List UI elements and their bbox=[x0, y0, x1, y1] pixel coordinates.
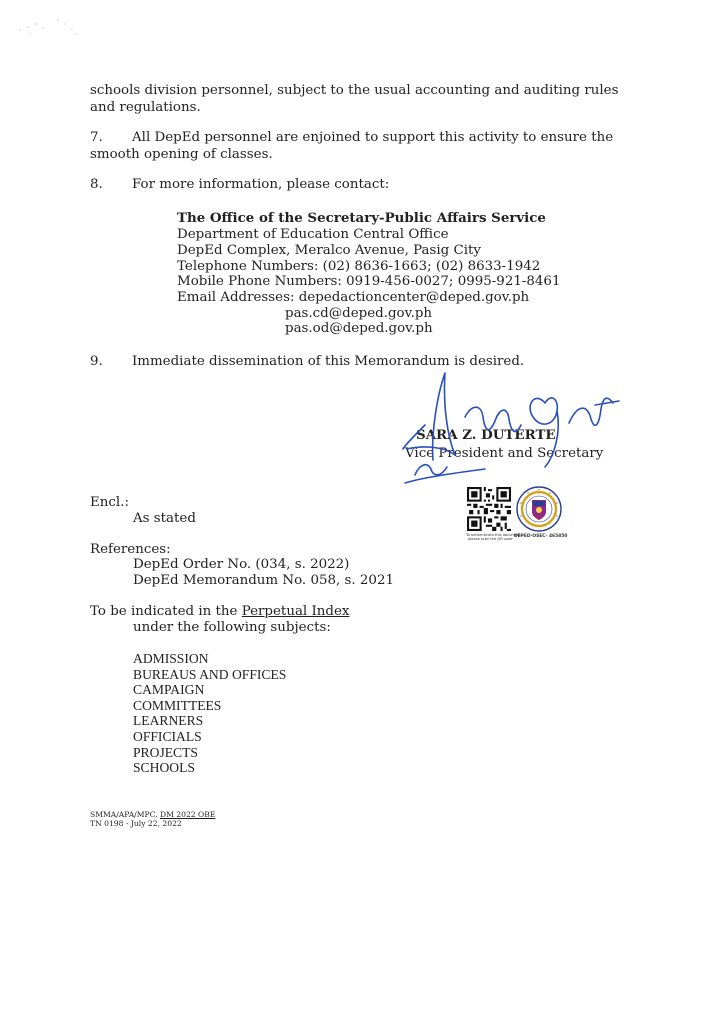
paragraph-8-number: 8. bbox=[90, 177, 103, 192]
subject-item: PROJECTS bbox=[133, 744, 198, 760]
subject-item: OFFICIALS bbox=[133, 728, 202, 744]
contact-email: Email Addresses: depedactioncenter@deped.gov.ph bbox=[177, 290, 530, 305]
contact-department: Department of Education Central Office bbox=[177, 227, 449, 242]
references-label: References: bbox=[90, 542, 171, 557]
contact-office: The Office of the Secretary-Public Affairs Service bbox=[177, 210, 546, 226]
subject-item: ADMISSION bbox=[133, 651, 209, 666]
paragraph-9-text: Immediate dissemination of this Memorandum is desired. bbox=[132, 354, 525, 369]
qr-caption-line-2: please scan the QR code bbox=[468, 537, 513, 541]
paragraph-8-text: For more information, please contact: bbox=[132, 177, 390, 192]
contact-address: DepEd Complex, Meralco Avenue, Pasig City bbox=[177, 243, 481, 258]
subject-item: CAMPAIGN bbox=[133, 682, 205, 698]
enclosure-label: Encl.: bbox=[90, 495, 129, 510]
subject-item: COMMITTEES bbox=[133, 697, 222, 713]
perpetual-index-prefix: To be indicated in the bbox=[90, 604, 242, 619]
paragraph-9-number: 9. bbox=[90, 354, 103, 369]
paragraph-7-text: All DepEd personnel are enjoined to support this activity to ensure the smooth opening of classes. bbox=[90, 130, 614, 162]
subject-item: SCHOOLS bbox=[133, 760, 195, 776]
footer-tracking-number: TN 0198 - July 22, 2022 bbox=[90, 819, 182, 828]
document-code: DEPED-OSEC- 465850 bbox=[514, 534, 568, 539]
perpetual-index-line bbox=[90, 603, 349, 620]
scan-marks bbox=[10, 10, 90, 50]
footer-memo-code: DM 2022 OBE bbox=[160, 810, 216, 819]
contact-email-3: pas.od@deped.gov.ph bbox=[285, 321, 433, 336]
perpetual-index-subtitle: under the following subjects: bbox=[133, 620, 331, 635]
paragraph-6-continuation: schools division personnel, subject to the usual accounting and auditing rules and regulations. bbox=[90, 83, 619, 115]
footer-initials-prefix: SMMA/APA/MPC, bbox=[90, 810, 160, 819]
qr-code bbox=[467, 487, 511, 531]
reference-item: DepEd Order No. (034, s. 2022) bbox=[133, 557, 350, 572]
deped-seal-icon bbox=[516, 486, 562, 532]
signature-image bbox=[385, 365, 625, 495]
subjects-list bbox=[133, 651, 286, 776]
subject-item: LEARNERS bbox=[133, 713, 204, 729]
footer-initials bbox=[90, 810, 215, 819]
paragraph-7 bbox=[90, 129, 645, 163]
reference-item: DepEd Memorandum No. 058, s. 2021 bbox=[133, 573, 394, 588]
qr-caption-line-1: To authenticate this document, bbox=[466, 533, 522, 537]
contact-mobile: Mobile Phone Numbers: 0919-456-0027; 0995-921-8461 bbox=[177, 274, 561, 289]
signatory-title: Vice President and Secretary bbox=[405, 446, 604, 461]
perpetual-index-link: Perpetual Index bbox=[241, 604, 350, 619]
paragraph-7-number: 7. bbox=[90, 130, 103, 145]
enclosure-value: As stated bbox=[133, 511, 196, 526]
signatory-name: SARA Z. DUTERTE bbox=[416, 427, 556, 443]
paragraph-8 bbox=[90, 176, 389, 193]
contact-telephone: Telephone Numbers: (02) 8636-1663; (02) 8633-1942 bbox=[177, 259, 541, 274]
subject-item: BUREAUS AND OFFICES bbox=[133, 666, 287, 682]
contact-email-2: pas.cd@deped.gov.ph bbox=[285, 306, 433, 321]
